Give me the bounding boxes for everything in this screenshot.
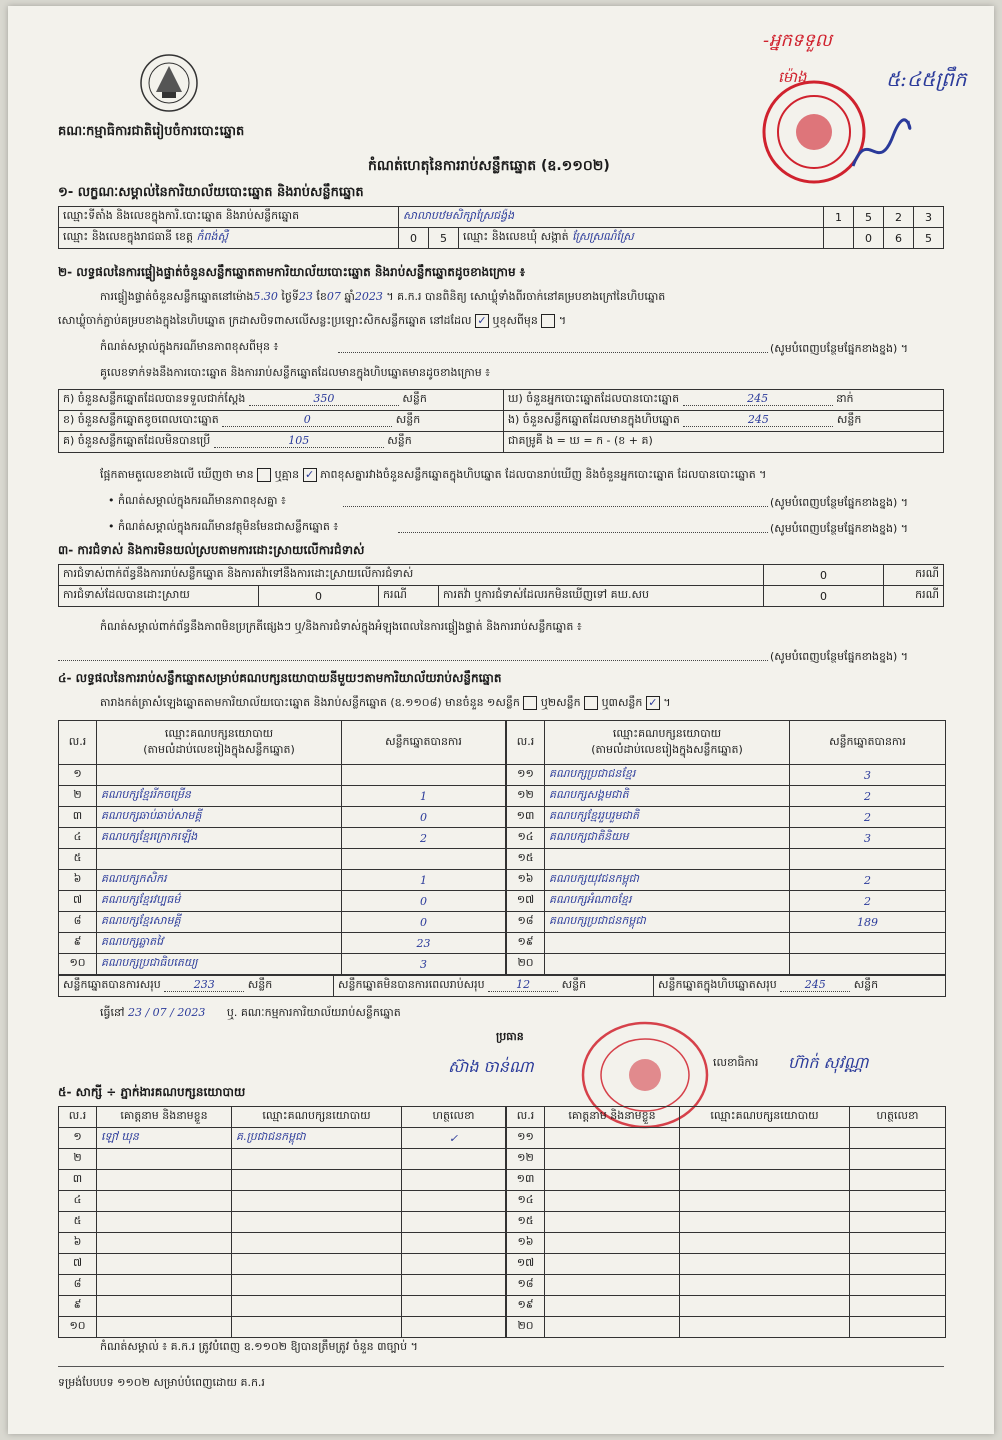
figures-intro: គូលេខទាក់ទងនឹងការបោះឆ្នោត និងការរាប់សន្លឹកឆ្នោតដែលមានក្នុងហិបឆ្នោតមានដូចខាងក្រោម ៖ [100,366,491,379]
section2-title: ២- លទ្ធផលនៃការផ្ទៀងផ្ទាត់ចំនួនសន្លឹកឆ្នោតតាមការិយាល័យបោះឆ្នោត និងរាប់សន្លឹកឆ្នោតដូចខាងក្រោម ៖ [58,265,526,279]
row-number: ១០ [59,954,97,975]
objection-label: ការជំទាស់ពាក់ព័ន្ធនឹងការរាប់សន្លឹកឆ្នោត និងការតវ៉ាទៅនឹងការដោះស្រាយលើការជំទាស់ [59,565,764,586]
witness-party [232,1170,402,1191]
table-row [59,1128,506,1149]
valid-votes: 189 [790,912,946,933]
row-number: ៩ [59,933,97,954]
table-row [507,870,946,891]
spoiled-ballots: 0 [222,413,392,427]
fill-note: (សូមបំពេញបន្ថែមផ្នែកខាងខ្នង) ។ [770,650,909,663]
table-row [59,1233,506,1254]
table-row [59,807,506,828]
resolved-label: ការជំទាស់ដែលបានដោះស្រាយ [59,586,259,607]
escalated-count: 0 [764,586,884,607]
table-row [59,1296,506,1317]
fill-note: (សូមបំពេញបន្ថែមផ្នែកខាងខ្នង) ។ [770,342,909,355]
witness-name [545,1212,680,1233]
row-number: ២ [59,786,97,807]
row-number: ១៧ [507,1254,545,1275]
row-number: ៤ [59,1191,97,1212]
witness-signature [402,1149,506,1170]
witness-party [232,1233,402,1254]
valid-votes: 2 [790,891,946,912]
party-name: គណបក្សអំណាចខ្មែរ [545,891,790,912]
date-line: ធ្វើនៅ 23 / 07 / 2023 ឬ. គណៈកម្មការការិយាល័យរាប់សន្លឹកឆ្នោត [100,1006,401,1019]
witness-name [97,1296,232,1317]
witness-name [97,1254,232,1275]
row-number: ១៧ [507,891,545,912]
party-name [97,849,342,870]
party-name: គណបក្សប្រជាជនកម្ពុជា [545,912,790,933]
table-row [59,870,506,891]
witness-table-right: ល.រ គោត្តនាម និងនាមខ្លួន ឈ្មោះគណបក្សនយោបាយ ហត្ថលេខា ១១ ១២ ១៣ ១៤ ១៥ ១៦ ១៧ ១៨ ១៩ ២០ [506,1106,946,1338]
valid-votes: 0 [342,891,506,912]
province-label: ឈ្មោះ និងលេខក្នុងរាជធានី ខេត្ត កំពង់ស្ពឺ [59,228,399,249]
witness-signature [402,1254,506,1275]
party-name [545,933,790,954]
table-row [59,849,506,870]
section3-title: ៣- ការជំទាស់ និងការមិនយល់ស្របតាមការដោះស្រាយលើការជំទាស់ [58,543,365,557]
valid-votes [342,849,506,870]
fill-note: (សូមបំពេញបន្ថែមផ្នែកខាងខ្នង) ។ [770,522,909,535]
results-table-left: ល.រ ឈ្មោះគណបក្សនយោបាយ (តាមលំដាប់លេខរៀងក្នុងសន្លឹកឆ្នោត) សន្លឹកឆ្នោតបានការ ១ ២ គណបក្សខ្មែររីកចម្រើន 1 ៣ គណបក្សឆាប់ឆាប់សាមគ្គី 0 ៤ គណបក្សខ្មែរក្រោកឡើង 2 ៥ ៦ គណបក្សកសិករ 1 ៧ គណបក្សខ្មែរវប្បធម៌ 0 ៨ គណបក្សខ្មែរសាមគ្គី 0 ៩ គណបក្សឆ្លាតវៃ 23 ១០ គណបក្សប្រជាធិបតេយ្យ 3 [58,720,506,975]
witness-signature [402,1170,506,1191]
table-row [59,765,506,786]
party-name: គណបក្សប្រជាជនខ្មែរ [545,765,790,786]
form-title: កំណត់ហេតុនៃការរាប់សន្លឹកឆ្នោត (ឧ.១១០២) [368,158,610,174]
table-row [507,849,946,870]
commune-label: ឈ្មោះ និងលេខឃុំ សង្កាត់ ស្រែស្រណំស្រែ [459,228,824,249]
table-row [59,1170,506,1191]
party-name: គណបក្សជាតិនិយម [545,828,790,849]
table-row [507,807,946,828]
witness-signature [402,1233,506,1254]
party-name: គណបក្សឆ្លាតវៃ [97,933,342,954]
row-number: ២ [59,1149,97,1170]
witness-name [545,1296,680,1317]
table-row [507,1149,946,1170]
witness-name [545,1191,680,1212]
sign-date: 23 / 07 / 2023 [127,1006,206,1019]
table-row [507,1128,946,1149]
commune-digit: 5 [914,228,944,249]
table-row [59,1317,506,1338]
province-value: កំពង់ស្ពឺ [196,230,228,243]
witness-party [680,1317,850,1338]
witness-name: ឡៅ ឃុន [97,1128,232,1149]
valid-votes: 2 [790,807,946,828]
row-number: ១ [59,765,97,786]
witness-signature [402,1212,506,1233]
witness-party [232,1254,402,1275]
witness-party [232,1317,402,1338]
row-number: ៥ [59,849,97,870]
fill-note: (សូមបំពេញបន្ថែមផ្នែកខាងខ្នង) ។ [770,496,909,509]
witness-name [97,1212,232,1233]
table-row [59,954,506,975]
verify-day: 23 [298,290,313,303]
row-number: ១៩ [507,1296,545,1317]
party-name: គណបក្សឆាប់ឆាប់សាមគ្គី [97,807,342,828]
table-row [59,933,506,954]
table-row [507,1212,946,1233]
table-row [507,1191,946,1212]
table-row [507,1296,946,1317]
witness-party [680,1170,850,1191]
row-number: ១៨ [507,1275,545,1296]
form-footer: ទម្រង់បែបបទ ១១០២ សម្រាប់បំពេញដោយ គ.ក.រ [58,1376,265,1389]
totals-table: សន្លឹកឆ្នោតបានការសរុប 233 សន្លឹក សន្លឹកឆ្នោតមិនបានការពេលរាប់សរុប 12 សន្លឹក សន្លឹកឆ្នោតក្នុងហិបឆ្នោតសរុប 245 សន្លឹក [58,975,946,997]
row-number: ៥ [59,1212,97,1233]
committee-name: គណៈកម្មាធិការជាតិរៀបចំការបោះឆ្នោត [58,124,245,139]
party-name: គណបក្សខ្មែររីកចម្រើន [97,786,342,807]
formula: ជាគម្រូគឺ ង = ឃ = ក - (ខ + គ) [504,432,944,453]
section1-title: ១- លក្ខណៈសម្គាល់នៃការិយាល័យបោះឆ្នោត និងរាប់សន្លឹកឆ្នោត [58,185,364,200]
row-number: ១២ [507,786,545,807]
row-number: ១១ [507,1128,545,1149]
valid-votes: 3 [790,828,946,849]
witness-name [97,1233,232,1254]
figures-table: ក) ចំនួនសន្លឹកឆ្នោតដែលបានទទួលជាក់ស្តែង 350 សន្លឹក ឃ) ចំនួនអ្នកបោះឆ្នោតដែលបានបោះឆ្នោត 245 នាក់ ខ) ចំនួនសន្លឹកឆ្នោតខូចពេលបោះឆ្នោត 0 សន្លឹក ង) ចំនួនសន្លឹកឆ្នោតដែលមានក្នុងហិបឆ្នោត 245 សន្លឹក គ) ចំនួនសន្លឹកឆ្នោតដែលមិនបានប្រើ 105 សន្លឹក ជាគម្រូគឺ ង = ឃ = ក - (ខ + គ) [58,389,944,453]
objection-table: ការជំទាស់ពាក់ព័ន្ធនឹងការរាប់សន្លឹកឆ្នោត និងការតវ៉ាទៅនឹងការដោះស្រាយលើការជំទាស់ 0 ករណី ការជំទាស់ដែលបានដោះស្រាយ 0 ករណី ការតវ៉ា ឬការជំទាស់ដែលរកមិនឃើញទៅ គឃ.សប 0 ករណី [58,564,944,607]
party-name: គណបក្សកសិករ [97,870,342,891]
witness-signature [850,1212,946,1233]
witness-signature [850,1149,946,1170]
table-row [59,1254,506,1275]
witness-signature [850,1170,946,1191]
ballots-in-box: 245 [683,413,833,427]
witness-name [545,1170,680,1191]
received-note: -អ្នកទទួល [763,30,832,51]
row-number: ១៦ [507,870,545,891]
row-number: ៦ [59,870,97,891]
one-sheet-checkbox[interactable] [523,696,537,710]
witness-party [680,1296,850,1317]
party-name: គណបក្សខ្មែរសាមគ្គី [97,912,342,933]
valid-votes: 23 [342,933,506,954]
row-number: ១៣ [507,807,545,828]
commune-digit: 0 [854,228,884,249]
commune-value: ស្រែស្រណំស្រែ [572,230,634,243]
row-number: ១៩ [507,933,545,954]
location-value: សាលាបឋមសិក្សាស្រែជង្វ៉ង [399,207,824,228]
location-label: ឈ្មោះទីតាំង និងលេខក្នុងការិ.បោះឆ្នោត និងរាប់សន្លឹកឆ្នោត [59,207,399,228]
location-digit: 2 [884,207,914,228]
valid-votes: 2 [790,870,946,891]
commune-digit: 6 [884,228,914,249]
box-total: 245 [780,978,850,992]
time-label-note: ម៉ោង [778,68,807,86]
row-number: ៨ [59,1275,97,1296]
tally-sheet-line: តារាងកត់ត្រាសំឡេងឆ្នោតតាមការិយាល័យបោះឆ្នោត និងរាប់សន្លឹកឆ្នោត (ឧ.១១០៨) មានចំនួន ១សន្លឹក ឬ២សន្លឹក ឬ៣សន្លឹក ✓ ។ [100,696,671,709]
witness-name [545,1149,680,1170]
three-sheet-checkbox[interactable]: ✓ [646,696,660,710]
change-note-label: កំណត់សម្គាល់ក្នុងករណីមានភាពខុសពីមុន ៖ [100,340,279,353]
witness-name [97,1275,232,1296]
row-number: ១៨ [507,912,545,933]
table-row [59,1149,506,1170]
table-row [59,786,506,807]
row-number: ១ [59,1128,97,1149]
handwritten-signature-icon [848,116,918,179]
party-name: គណបក្សសង្គមជាតិ [545,786,790,807]
table-row [507,786,946,807]
witness-signature [850,1254,946,1275]
witness-party: គ.ប្រជាជនកម្ពុជា [232,1128,402,1149]
valid-votes: 1 [342,786,506,807]
witness-party [232,1275,402,1296]
witness-signature [402,1317,506,1338]
valid-votes: 3 [790,765,946,786]
valid-votes: 1 [342,870,506,891]
table-row [507,765,946,786]
witness-party [680,1212,850,1233]
table-row [507,954,946,975]
row-number: ២០ [507,954,545,975]
valid-votes: 2 [342,828,506,849]
section4-title: ៤- លទ្ធផលនៃការរាប់សន្លឹកឆ្នោតសម្រាប់គណបក្សនយោបាយនីមួយៗតាមការិយាល័យរាប់សន្លឹកឆ្នោត [58,671,502,685]
row-number: ៣ [59,1170,97,1191]
witness-party [232,1212,402,1233]
valid-votes [790,933,946,954]
seal-line: សោឃ្លុំចាក់ភ្ជាប់គម្របខាងក្នុងនៃហិបឆ្នោត ក្រដាសបិទពាសលើសន្លះប្រឡោះសិកសន្លឹកឆ្នោត នៅដដែល ✓ ឬខុសពីមុន ។ [58,314,567,327]
escalated-label: ការតវ៉ា ឬការជំទាស់ដែលរកមិនឃើញទៅ គឃ.សប [439,586,764,607]
table-row [59,1212,506,1233]
table-row [507,1317,946,1338]
resolved-count: 0 [259,586,379,607]
chair-signature: ស៊ាង ចាន់ណា [448,1057,534,1076]
row-number: ៦ [59,1233,97,1254]
witness-party [232,1191,402,1212]
witness-party [680,1254,850,1275]
two-sheet-checkbox[interactable] [584,696,598,710]
witness-party [680,1233,850,1254]
party-name: គណបក្សយុវជនកម្ពុជា [545,870,790,891]
valid-votes: 2 [790,786,946,807]
witness-party [232,1149,402,1170]
witness-signature [402,1296,506,1317]
table-row [507,891,946,912]
row-number: ៨ [59,912,97,933]
witness-name [97,1191,232,1212]
invalid-total: 12 [488,978,558,992]
table-row [507,1170,946,1191]
national-emblem-icon [138,52,200,114]
table-row [507,912,946,933]
row-number: ៧ [59,891,97,912]
has-difference-checkbox[interactable] [257,468,271,482]
witness-signature: ✓ [402,1128,506,1149]
witness-name [545,1275,680,1296]
received-time: ៥:៤៥ព្រឹក [886,67,967,91]
unchanged-checkbox[interactable]: ✓ [475,314,489,328]
table-row [507,1254,946,1275]
table-row [507,1275,946,1296]
witness-party [680,1275,850,1296]
witness-name [97,1317,232,1338]
form-paper [8,6,994,1434]
irregularity-note: កំណត់សម្គាល់ពាក់ព័ន្ធនឹងភាពមិនប្រក្រតីផ្សេងៗ ឬ/និងការជំទាស់ក្នុងអំឡុងពេលនៃការផ្ទៀងផ្ទាត់ និងការរាប់សន្លឹកឆ្នោត ៖ [100,620,582,633]
witness-table-left: ល.រ គោត្តនាម និងនាមខ្លួន ឈ្មោះគណបក្សនយោបាយ ហត្ថលេខា ១ ឡៅ ឃុន គ.ប្រជាជនកម្ពុជា ✓ ២ ៣ ៤ ៥ ៦ ៧ ៨ ៩ ១០ [58,1106,506,1338]
table-row [507,1233,946,1254]
row-number: ១៣ [507,1170,545,1191]
row-number: ១៤ [507,1191,545,1212]
results-table-right: ល.រ ឈ្មោះគណបក្សនយោបាយ (តាមលំដាប់លេខរៀងក្នុងសន្លឹកឆ្នោត) សន្លឹកឆ្នោតបានការ ១១ គណបក្សប្រជាជនខ្មែរ 3 ១២ គណបក្សសង្គមជាតិ 2 ១៣ គណបក្សខ្មែររួបរួមជាតិ 2 ១៤ គណបក្សជាតិនិយម 3 ១៥ ១៦ គណបក្សយុវជនកម្ពុជា 2 ១៧ គណបក្សអំណាចខ្មែរ 2 ១៨ គណបក្សប្រជាជនកម្ពុជា 189 ១៩ ២០ [506,720,946,975]
row-number: ១៥ [507,849,545,870]
difference-note-label: • កំណត់សម្គាល់ក្នុងករណីមានភាពខុសគ្នា ៖ [108,494,286,507]
objection-count: 0 [764,565,884,586]
party-name: គណបក្សខ្មែរវប្បធម៌ [97,891,342,912]
witness-signature [850,1317,946,1338]
location-digit: 3 [914,207,944,228]
party-name [97,765,342,786]
difference-line: ផ្អែកតាមតួលេខខាងលើ ឃើញថា មាន ឬគ្មាន ✓ ភាពខុសគ្នារវាងចំនួនសន្លឹកឆ្នោតក្នុងហិបឆ្នោត ដែលបានរាប់ឃើញ និងចំនួនអ្នកបោះឆ្នោត ដែលបានបោះឆ្នោត ។ [100,468,767,481]
witness-party [232,1296,402,1317]
unused-ballots: 105 [214,434,384,448]
table-row [507,828,946,849]
row-number: ៤ [59,828,97,849]
row-number: ១១ [507,765,545,786]
party-name [545,954,790,975]
table-row [59,891,506,912]
verify-month: 07 [326,290,341,303]
witness-name [97,1170,232,1191]
valid-votes: 0 [342,807,506,828]
row-number: ១៦ [507,1233,545,1254]
row-number: ១៤ [507,828,545,849]
witness-name [545,1317,680,1338]
verification-line: ការផ្ទៀងផ្ទាត់ចំនួនសន្លឹកឆ្នោតនៅម៉ោង5.30 ថ្ងៃទី23 ខែ07 ឆ្នាំ2023 ។ គ.ក.រ បានពិនិត្យ សោឃ្លុំទាំងពីរចាក់នៅគម្របខាងក្រៅនៃហិបឆ្នោត [100,290,666,303]
table-row [59,828,506,849]
province-digit: 5 [429,228,459,249]
received-ballots: 350 [249,392,399,406]
party-name: គណបក្សប្រជាធិបតេយ្យ [97,954,342,975]
witness-signature [850,1296,946,1317]
row-number: ១២ [507,1149,545,1170]
table-row [507,933,946,954]
party-name: គណបក្សខ្មែររួបរួមជាតិ [545,807,790,828]
witness-name [97,1149,232,1170]
row-number: ២០ [507,1317,545,1338]
section5-title: ៥- សាក្សី ÷ ភ្នាក់ងារគណបក្សនយោបាយ [58,1085,246,1099]
location-digit: 5 [854,207,884,228]
row-number: ១០ [59,1317,97,1338]
chair-label: ប្រធាន [496,1030,524,1043]
valid-votes [790,849,946,870]
province-digit: 0 [399,228,429,249]
witness-signature [850,1233,946,1254]
location-digit: 1 [824,207,854,228]
witness-name [545,1128,680,1149]
witness-name [545,1233,680,1254]
valid-votes [342,765,506,786]
row-number: ៣ [59,807,97,828]
witness-signature [850,1128,946,1149]
table-row [59,912,506,933]
witness-signature [850,1275,946,1296]
valid-votes [790,954,946,975]
witness-party [680,1128,850,1149]
witness-party [680,1191,850,1212]
row-number: ៧ [59,1254,97,1275]
party-name [545,849,790,870]
witness-party [680,1149,850,1170]
valid-votes: 3 [342,954,506,975]
voters-count: 245 [683,392,833,406]
invalid-object-note-label: • កំណត់សម្គាល់ក្នុងករណីមានវត្ថុមិនមែនជាសន្លឹកឆ្នោត ៖ [108,520,339,533]
row-number: ៩ [59,1296,97,1317]
no-difference-checkbox[interactable]: ✓ [303,468,317,482]
row-number: ១៥ [507,1212,545,1233]
table-row [59,1191,506,1212]
verify-time: 5.30 [253,290,278,303]
table-row [59,1275,506,1296]
changed-checkbox[interactable] [541,314,555,328]
witness-signature [850,1191,946,1212]
verify-year: 2023 [354,290,383,303]
secretary-signature: ហ៊ាក់ សុវណ្ណា [788,1053,869,1072]
valid-votes: 0 [342,912,506,933]
secretary-label: លេខាធិការ [713,1056,759,1069]
witness-name [545,1254,680,1275]
section1-table [58,206,944,249]
witness-signature [402,1275,506,1296]
valid-total: 233 [164,978,244,992]
witness-signature [402,1191,506,1212]
footnote: កំណត់សម្គាល់ ៖ គ.ក.រ ត្រូវបំពេញ ឧ.១១០២ ឱ្យបានត្រឹមត្រូវ ចំនួន ៣ច្បាប់ ។ [100,1340,418,1353]
party-name: គណបក្សខ្មែរក្រោកឡើង [97,828,342,849]
